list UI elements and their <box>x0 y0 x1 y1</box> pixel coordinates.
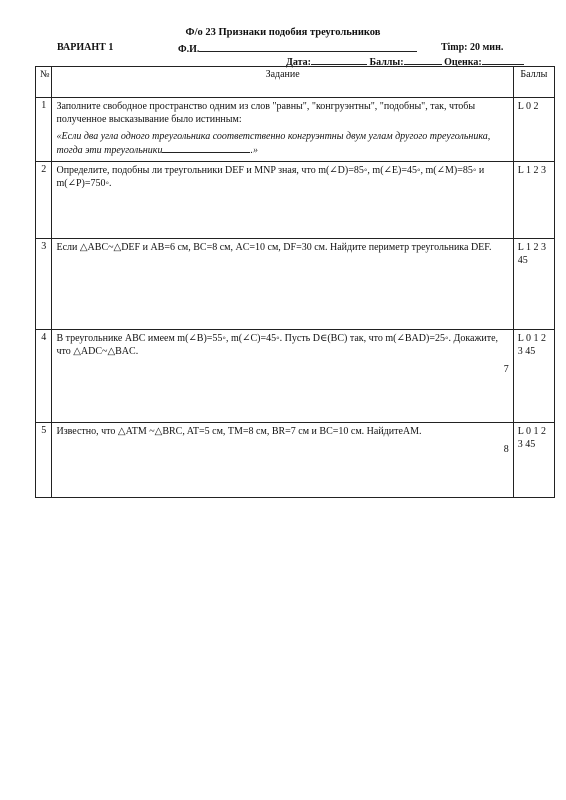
header-task: Задание <box>52 67 513 98</box>
points-label: Баллы: <box>369 57 404 68</box>
task-text: Известно, что △ATM ~△BRC, AT=5 см, TM=8 см, BR=7 см и BC=10 см. НайдитеAM. <box>56 426 422 437</box>
score-levels: L 1 2 3 <box>513 162 554 239</box>
variant-label: ВАРИАНТ 1 <box>57 42 114 53</box>
task-cell <box>52 239 513 330</box>
table-row <box>36 239 555 330</box>
score-levels: L 0 1 2 3 45 <box>513 423 554 498</box>
header-score: Баллы <box>513 67 554 98</box>
task-cell <box>52 162 513 239</box>
time-limit: Timp: 20 мин. <box>441 42 504 53</box>
table-header-row <box>36 67 555 98</box>
task-statement <box>56 130 508 157</box>
task-text: Заполните свободное пространство одним из слов "равны", "конгруэнтны", "подобны", так, чтобы полученное высказывание было истинным: <box>56 101 476 125</box>
task-number: 2 <box>36 162 52 239</box>
date-blank <box>311 55 367 65</box>
task-points: 8 <box>503 444 509 455</box>
table-row <box>36 162 555 239</box>
worksheet-title: Ф/о 23 Признаки подобия треугольников <box>185 27 381 38</box>
name-blank <box>199 42 417 52</box>
task-text: Если △ABC~△DEF и AB=6 см, BC=8 см, AC=10 см, DF=30 см. Найдите периметр треугольника DEF. <box>56 242 492 253</box>
header-number: № <box>36 67 52 98</box>
score-levels: L 0 2 <box>513 98 554 162</box>
table-row <box>36 98 555 162</box>
task-statement-text: «Если два угла одного треугольника соответственно конгруэнтны двум углам другого треугольника, тогда эти треугольники <box>56 131 491 156</box>
task-number: 3 <box>36 239 52 330</box>
task-number: 1 <box>36 98 52 162</box>
task-number: 4 <box>36 330 52 423</box>
points-blank <box>404 55 442 65</box>
task-text: Определите, подобны ли треугольники DEF и MNP зная, что m(∠D)=85◦, m(∠E)=45◦, m(∠M)=85◦ и m(∠P)=750◦. <box>56 165 485 189</box>
name-label: Ф.И. <box>178 44 200 55</box>
task-cell <box>52 330 513 423</box>
grade-blank <box>482 55 524 65</box>
task-statement-end: .» <box>250 145 258 156</box>
task-cell <box>52 98 513 162</box>
score-levels: L 1 2 3 45 <box>513 239 554 330</box>
table-row <box>36 423 555 498</box>
task-cell <box>52 423 513 498</box>
task-points: 7 <box>503 364 509 375</box>
date-label: Дата: <box>286 57 311 68</box>
name-field <box>178 42 417 55</box>
task-text: В треугольнике ABC имеем m(∠B)=55◦, m(∠C)=45◦. Пусть D∈(BC) так, что m(∠BAD)=25◦. Докажите, что △ADC~△BAC. <box>56 333 499 357</box>
tasks-table <box>35 66 555 498</box>
grade-label: Оценка: <box>444 57 482 68</box>
table-row <box>36 330 555 423</box>
score-levels: L 0 1 2 3 45 <box>513 330 554 423</box>
answer-blank <box>162 143 250 153</box>
task-number: 5 <box>36 423 52 498</box>
